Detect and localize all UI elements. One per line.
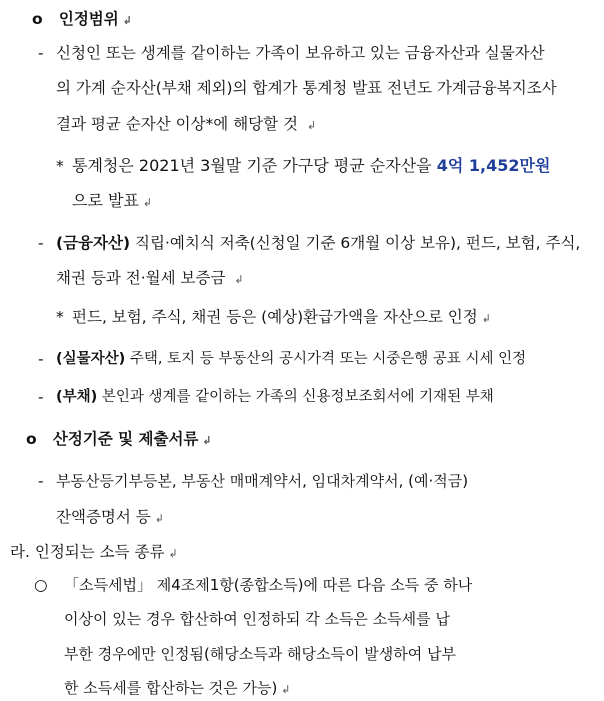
paragraph-mark: ↲ xyxy=(168,547,178,560)
line-text: 한 소득세를 합산하는 것은 가능) xyxy=(64,679,278,697)
dash-marker: - xyxy=(38,44,44,62)
paragraph-line xyxy=(56,232,580,254)
category-label: (금융자산) xyxy=(56,234,131,252)
paragraph-line: 신청인 또는 생계를 같이하는 가족이 보유하고 있는 금융자산과 실물자산 xyxy=(56,44,545,62)
line-text: 결과 평균 순자산 이상*에 해당할 것 xyxy=(56,115,299,133)
paragraph-line: 의 가계 순자산(부채 제외)의 합계가 통계청 발표 전년도 가계금융복지조사 xyxy=(56,79,557,97)
paragraph-line: 부한 경우에만 인정됨(해당소득과 해당소득이 발생하여 납부 xyxy=(64,645,456,663)
category-label: (부채) xyxy=(56,389,98,405)
line-text: 주택, 토지 등 부동산의 공시가격 또는 시중은행 공표 시세 인정 xyxy=(129,351,527,367)
footnote-line xyxy=(72,306,491,330)
paragraph-mark: ↲ xyxy=(234,273,244,286)
paragraph-line xyxy=(64,677,291,701)
heading-number: 라. xyxy=(10,543,30,561)
circle-bullet: ○ xyxy=(34,576,48,594)
footnote-line xyxy=(72,190,152,214)
heading-text: 산정기준 및 제출서류 xyxy=(52,430,199,448)
category-label: (실물자산) xyxy=(56,351,126,367)
paragraph-mark: ↲ xyxy=(281,683,291,696)
footnote-text: 통계청은 2021년 3월말 기준 가구당 평균 순자산을 xyxy=(72,156,432,175)
paragraph-mark: ↲ xyxy=(154,512,164,525)
bullet: o xyxy=(26,430,37,448)
dash-marker: - xyxy=(38,472,44,490)
line-text: 잔액증명서 등 xyxy=(56,508,151,526)
line-text: 채권 등과 전·월세 보증금 xyxy=(56,269,226,287)
paragraph-mark: ↲ xyxy=(306,119,317,132)
paragraph-line xyxy=(56,506,164,530)
paragraph-line: 부동산등기부등본, 부동산 매매계약서, 임대차계약서, (예·적금) xyxy=(56,472,469,490)
heading-text: 인정범위 xyxy=(58,10,119,28)
paragraph-mark: ↲ xyxy=(481,312,491,325)
line-text: 본인과 생계를 같이하는 가족의 신용정보조회서에 기재된 부채 xyxy=(101,389,494,405)
dash-marker: - xyxy=(38,388,44,406)
section-heading-criteria xyxy=(26,428,212,452)
paragraph-line: 이상이 있는 경우 합산하여 인정하되 각 소득은 소득세를 납 xyxy=(64,610,450,628)
footnote-star: * xyxy=(56,157,64,175)
footnote-text: 펀드, 보험, 주식, 채권 등은 (예상)환급가액을 자산으로 인정 xyxy=(72,308,478,326)
dash-marker: - xyxy=(38,234,44,252)
paragraph-mark: ↲ xyxy=(142,196,153,209)
paragraph-line xyxy=(56,386,494,408)
section-heading-income xyxy=(10,541,178,565)
paragraph-line xyxy=(56,113,316,137)
heading-text: 인정되는 소득 종류 xyxy=(34,543,165,561)
dash-marker: - xyxy=(38,350,44,368)
footnote-star: * xyxy=(56,308,64,326)
paragraph-mark: ↲ xyxy=(202,434,212,447)
line-text: 직립·예치식 저축(신청일 기준 6개월 이상 보유), 펀드, 보험, 주식, xyxy=(135,234,581,252)
footnote-text: 으로 발표 xyxy=(72,191,139,210)
section-heading-scope xyxy=(32,8,132,32)
highlight-amount: 4억 1,452만원 xyxy=(436,156,551,175)
paragraph-line xyxy=(56,267,244,291)
paragraph-mark: ↲ xyxy=(122,14,132,27)
footnote-line xyxy=(72,155,550,177)
paragraph-line: 「소득세법」 제4조제1항(종합소득)에 따른 다음 소득 중 하나 xyxy=(64,576,473,594)
paragraph-line xyxy=(56,348,526,370)
bullet: o xyxy=(32,10,43,28)
